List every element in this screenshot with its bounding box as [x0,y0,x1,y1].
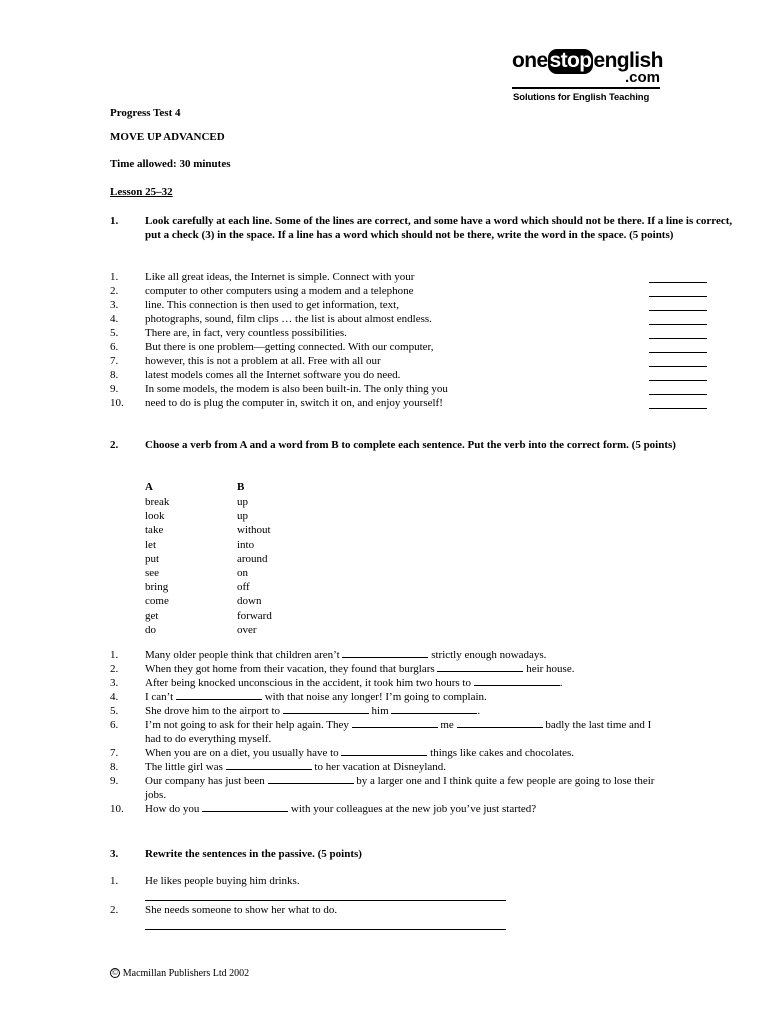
column-a-word: break [145,496,170,508]
column-a-word: come [145,595,169,608]
column-b-word: around [237,552,268,565]
sentence-text [145,718,651,732]
section-1-number: 1. [110,215,119,227]
test-title: Progress Test 4 [110,107,181,119]
copyright-text: Macmillan Publishers Ltd 2002 [122,968,250,979]
copyright-footer [110,966,249,981]
line-number: 3. [110,299,119,311]
sentence-number: 10. [110,803,124,815]
sentence-continuation: jobs. [145,789,167,801]
line-number: 8. [110,369,119,381]
sentence-part: When you are on a diet, you usually have to [145,747,342,759]
sentence-continuation: had to do everything myself. [145,733,272,745]
answer-blank[interactable] [649,286,707,297]
logo-divider [512,87,660,89]
sentence-number: 4. [110,691,119,703]
line-text: however, this is not a problem at all. Free with all our [145,355,381,367]
sentence-part: by a larger one and I think quite a few people are going to lose their [353,775,655,787]
line-text: There are, in fact, very countless possibilities. [145,327,347,339]
fill-in-blank[interactable] [341,746,427,756]
column-b-word: without [237,524,271,537]
sentence-text [145,676,562,690]
fill-in-blank[interactable] [202,802,288,812]
sentence-text [145,802,536,816]
sentence-part: to her vacation at Disneyland. [311,761,447,773]
sentence-number: 1. [110,649,119,661]
fill-in-blank[interactable] [226,760,312,770]
column-b-word: forward [237,609,272,622]
answer-blank[interactable] [649,272,707,283]
sentence-part: I can’t [145,691,176,703]
column-b-word: into [237,538,255,551]
column-a-word: look [145,510,165,523]
fill-in-blank[interactable] [391,704,477,714]
logo-tagline: Solutions for English Teaching [513,92,650,103]
line-number: 4. [110,313,119,325]
line-text: latest models comes all the Internet software you do need. [145,369,401,381]
sentence-text [145,648,546,662]
column-b-header: B [237,481,245,493]
answer-blank[interactable] [649,328,707,339]
sentence-text [145,760,446,774]
fill-in-blank[interactable] [176,690,262,700]
sentence-number: 5. [110,705,119,717]
sentence-number: 2. [110,663,119,675]
section-2-instructions: Choose a verb from A and a word from B to complete each sentence. Put the verb into the correct form. (5 points) [145,439,676,451]
fill-in-blank[interactable] [268,774,354,784]
column-a-word: take [145,524,164,537]
column-b-word: up [237,510,248,523]
sentence-text [145,662,574,676]
sentence-part: How do you [145,803,203,815]
section-3-number: 3. [110,848,119,860]
column-a-word: do [145,623,156,636]
column-a-word: put [145,552,160,565]
sentence-part: . [477,705,481,717]
sentence-text [145,690,487,704]
item-number: 1. [110,875,119,887]
item-number: 2. [110,904,119,916]
sentence-part: strictly enough nowadays. [428,649,547,661]
line-number: 1. [110,271,119,283]
line-text: line. This connection is then used to get information, text, [145,299,399,311]
answer-blank[interactable] [649,356,707,367]
answer-blank[interactable] [649,342,707,353]
sentence-part: badly the last time and I [542,719,652,731]
fill-in-blank[interactable] [457,718,543,728]
copyright-icon: © [111,968,119,978]
sentence-text [145,774,654,788]
sentence-part: him [368,705,392,717]
sentence-part: heir house. [523,663,575,675]
line-text: In some models, the modem is also been built-in. The only thing you [145,383,448,395]
answer-blank[interactable] [649,300,707,311]
sentence-part: things like cakes and chocolates. [427,747,575,759]
answer-blank[interactable] [649,398,707,409]
logo-wordmark: onestopenglish [512,49,663,72]
section-1-instructions: Look carefully at each line. Some of the lines are correct, and some have a word which should not be there. If a line is correct, put a check (3) in the space. If a line has a word which should not be there, write the word in the space. (5 points) [145,215,733,241]
lesson-range: Lesson 25–32 [110,186,173,198]
sentence-text [145,746,574,760]
sentence-part: with that noise any longer! I’m going to complain. [261,691,487,703]
line-number: 10. [110,397,124,409]
answer-blank[interactable] [649,314,707,325]
item-text: He likes people buying him drinks. [145,875,300,887]
column-b-word: up [237,496,248,508]
sentence-part: I’m not going to ask for their help again. They [145,719,352,731]
line-text: computer to other computers using a modem and a telephone [145,285,414,297]
column-a-word: let [145,538,156,551]
sentence-part: She drove him to the airport to [145,705,283,717]
answer-blank[interactable] [649,370,707,381]
answer-line[interactable] [145,929,506,930]
answer-line[interactable] [145,900,506,901]
sentence-part: When they got home from their vacation, they found that burglars [145,663,438,675]
section-2-number: 2. [110,439,119,451]
line-number: 6. [110,341,119,353]
line-number: 2. [110,285,119,297]
sentence-number: 7. [110,747,119,759]
sentence-number: 3. [110,677,119,689]
section-3-instructions: Rewrite the sentences in the passive. (5 points) [145,848,362,860]
sentence-part: . [559,677,563,689]
column-a-header: A [145,481,153,493]
line-text: But there is one problem—getting connected. With our computer, [145,341,434,353]
line-number: 9. [110,383,119,395]
fill-in-blank[interactable] [342,648,428,658]
sentence-number: 9. [110,775,119,787]
fill-in-blank[interactable] [474,676,560,686]
column-a-word: bring [145,581,169,594]
column-b-word: on [237,567,248,579]
course-title: MOVE UP ADVANCED [110,131,225,143]
column-b-word: off [237,581,250,594]
sentence-number: 8. [110,761,119,773]
column-b-word: down [237,595,262,608]
column-b-word: over [237,623,257,636]
fill-in-blank[interactable] [352,718,438,728]
logo-domain: .com [625,69,661,86]
fill-in-blank[interactable] [283,704,369,714]
sentence-part: Many older people think that children aren’t [145,649,343,661]
onestopenglish-logo [512,50,662,110]
item-text: She needs someone to show her what to do. [145,904,338,916]
sentence-part: Our company has just been [145,775,268,787]
sentence-text [145,704,480,718]
sentence-part: The little girl was [145,761,226,773]
line-text: Like all great ideas, the Internet is simple. Connect with your [145,271,415,283]
sentence-part: me [437,719,457,731]
sentence-part: with your colleagues at the new job you’ve just started? [288,803,537,815]
sentence-part: After being knocked unconscious in the accident, it took him two hours to [145,677,474,689]
line-text: photographs, sound, film clips … the list is about almost endless. [145,313,432,325]
answer-blank[interactable] [649,384,707,395]
time-allowed: Time allowed: 30 minutes [110,158,231,170]
line-number: 5. [110,327,119,339]
column-a-word: get [145,609,159,622]
column-a-word: see [145,567,160,579]
line-number: 7. [110,355,119,367]
fill-in-blank[interactable] [437,662,523,672]
sentence-number: 6. [110,719,119,731]
line-text: need to do is plug the computer in, switch it on, and enjoy yourself! [145,397,443,409]
